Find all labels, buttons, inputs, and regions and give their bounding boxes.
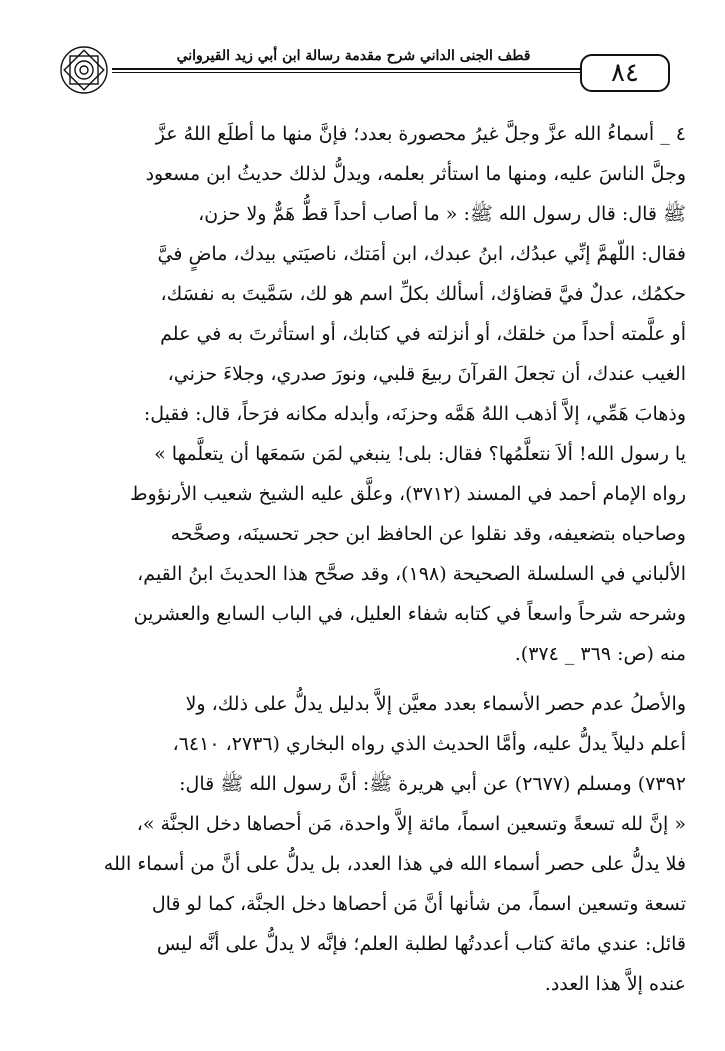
page-number: ٨٤ <box>580 54 670 92</box>
text-line: تسعة وتسعين اسماً، من شأنها أنَّ مَن أحصاها دخل الجنَّة، كما لو قال <box>151 893 686 915</box>
text-line: أو علَّمته أحداً من خلقك، أو أنزلته في كتابك، أو استأثرتَ به في علم <box>160 323 686 345</box>
text-line: ٤ _ أسماءُ الله عزَّ وجلَّ غيرُ محصورة بعدد؛ فإنَّ منها ما أطلَع اللهُ عزَّ <box>155 123 686 145</box>
body-text <box>34 114 686 1004</box>
text-line: حكمُك، عدلٌ فيَّ قضاؤك، أسألك بكلِّ اسم هو لك، سَمَّيتَ به نفسَك، <box>160 283 686 305</box>
text-line: قائل: عندي مائة كتاب أعددتُها لطلبة العلم؛ فإنَّه لا يدلُّ على أنَّه ليس <box>156 933 686 955</box>
text-line: أعلم دليلاً يدلُّ عليه، وأمَّا الحديث الذي رواه البخاري (٢٧٣٦، ٦٤١٠، <box>172 733 686 755</box>
text-line: وصاحباه بتضعيفه، وقد نقلوا عن الحافظ ابن حجر تحسينَه، وصحَّحه <box>170 523 686 545</box>
paragraph-spacer <box>34 674 686 684</box>
text-line: يا رسول الله! ألاَ نتعلَّمُها؟ فقال: بلى! ينبغي لمَن سَمعَها أن يتعلَّمها » <box>154 443 686 465</box>
text-line: فقال: اللّهمَّ إنِّي عبدُك، ابنُ عبدك، ابن أمَتك، ناصيَتي بيدك، ماضٍ فيَّ <box>157 243 686 265</box>
text-line: وجلَّ الناسَ عليه، ومنها ما استأثر بعلمه، ويدلُّ لذلك حديثُ ابن مسعود <box>145 163 686 185</box>
text-line: ٧٣٩٢) ومسلم (٢٦٧٧) عن أبي هريرة ﷺ: أنَّ رسول الله ﷺ قال: <box>179 773 686 795</box>
text-line: وذهابَ هَمِّي، إلاَّ أذهب اللهُ هَمَّه وحزنَه، وأبدله مكانه فرَحاً، قال: فقيل: <box>143 403 686 425</box>
book-title: قطف الجنى الداني شرح مقدمة رسالة ابن أبي زيد القيرواني <box>176 48 531 64</box>
text-line: وشرحه شرحاً واسعاً في كتابه شفاء العليل، في الباب السابع والعشرين <box>133 603 686 625</box>
header-rule <box>112 68 595 70</box>
paragraph-1 <box>34 114 686 674</box>
text-line: فلا يدلُّ على حصر أسماء الله في هذا العدد، بل يدلُّ على أنَّ من أسماء الله <box>103 853 686 875</box>
text-line: منه (ص: ٣٦٩ _ ٣٧٤). <box>514 643 686 665</box>
text-line: عنده إلاَّ هذا العدد. <box>544 973 686 995</box>
text-line: « إنَّ لله تسعةً وتسعين اسماً، مائة إلاَّ واحدة، مَن أحصاها دخل الجنَّة »، <box>136 813 686 835</box>
text-line: الغيب عندك، أن تجعلَ القرآنَ ربيعَ قلبي، ونورَ صدري، وجلاءَ حزني، <box>167 363 686 385</box>
text-line: والأصلُ عدم حصر الأسماء بعدد معيَّن إلاَّ بدليل يدلُّ على ذلك، ولا <box>185 693 686 715</box>
text-line: الألباني في السلسلة الصحيحة (١٩٨)، وقد صحَّح هذا الحديثَ ابنُ القيم، <box>137 563 686 585</box>
star-ornament-icon <box>58 44 110 96</box>
paragraph-2 <box>34 684 686 1004</box>
header-rule-thin <box>112 72 595 73</box>
text-line: رواه الإمام أحمد في المسند (٣٧١٢)، وعلَّق عليه الشيخ شعيب الأرنؤوط <box>129 483 686 505</box>
text-line: ﷺ قال: قال رسول الله ﷺ: « ما أصاب أحداً قطُّ هَمٌّ ولا حزن، <box>198 203 686 225</box>
running-header <box>0 36 725 96</box>
